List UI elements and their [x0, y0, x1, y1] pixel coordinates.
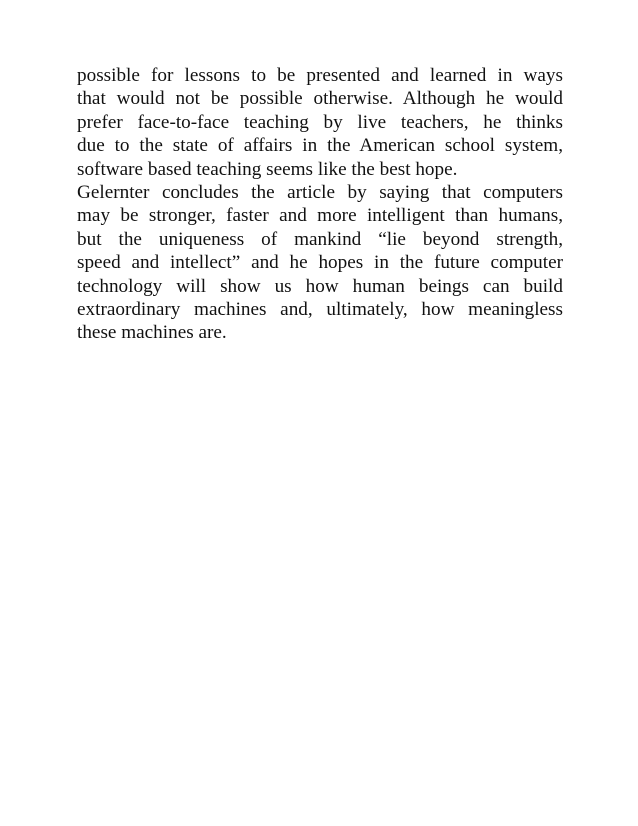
text-line: speed and intellect” and he hopes in the future computer — [77, 252, 563, 274]
paragraph — [77, 181, 563, 345]
text-line: technology will show us how human beings can build — [77, 275, 563, 297]
paragraph — [77, 64, 563, 181]
text-line: that would not be possible otherwise. Although he would — [77, 88, 563, 110]
body-text — [77, 64, 563, 345]
text-line: these machines are. — [77, 322, 227, 344]
text-line: Gelernter concludes the article by saying that computers — [77, 181, 563, 203]
text-line: prefer face-to-face teaching by live teachers, he thinks — [77, 111, 563, 133]
text-line: extraordinary machines and, ultimately, how meaningless — [77, 298, 563, 320]
text-line: but the uniqueness of mankind “lie beyond strength, — [77, 228, 563, 250]
text-line: software based teaching seems like the best hope. — [77, 158, 458, 180]
text-line: possible for lessons to be presented and learned in ways — [77, 65, 563, 86]
text-line: due to the state of affairs in the American school system, — [77, 135, 563, 157]
text-line: may be stronger, faster and more intelligent than humans, — [77, 205, 563, 227]
